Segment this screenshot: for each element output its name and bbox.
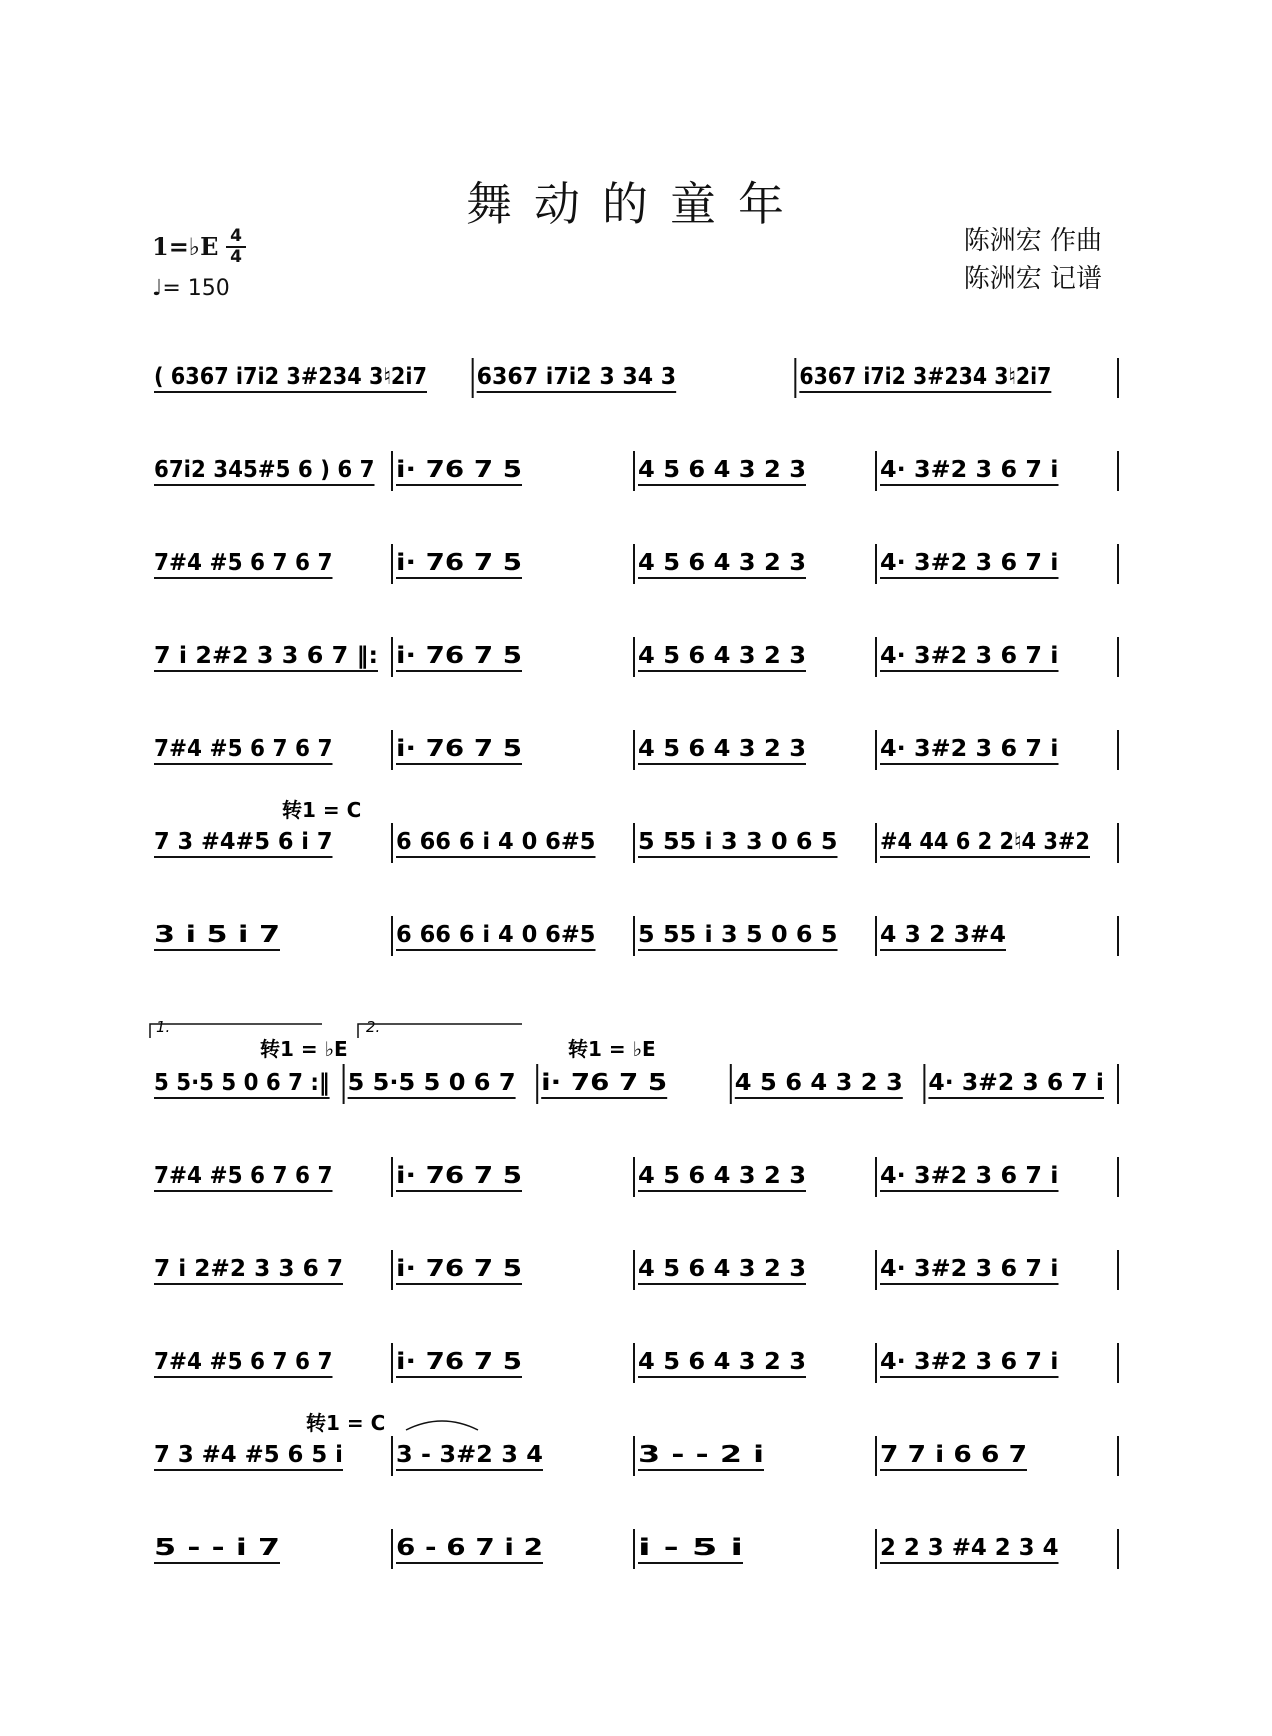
- measure-text: 7 7 i 6 6 7: [880, 1442, 1027, 1468]
- measure-text: 2 2 3 #4 2 3 4: [880, 1535, 1059, 1561]
- notation-annotation: 转1 = C: [282, 798, 362, 822]
- measure-text: 3 i 5 i 7: [154, 922, 280, 948]
- measure-text: 5 55 i 3 3 0 6 5: [638, 829, 838, 855]
- measure-text: i· 76 7 5: [396, 457, 522, 483]
- arranger-credit: 陈洲宏 记谱: [963, 264, 1102, 294]
- tempo-marking: ♩= 150: [152, 276, 230, 301]
- measure-text: 5 - - i 7: [154, 1535, 280, 1561]
- measure-text: 5 5·5 5 0 6 7: [347, 1070, 516, 1096]
- measure-text: 4 5 6 4 3 2 3: [638, 736, 806, 762]
- measure-text: 4· 3#2 3 6 7 i: [880, 643, 1059, 669]
- measure-text: i· 76 7 5: [396, 1256, 522, 1282]
- measure-text: 6 66 6 i 4 0 6#5: [396, 922, 596, 948]
- measure-text: 6 66 6 i 4 0 6#5: [396, 829, 596, 855]
- notation-annotation: 转1 = ♭E: [260, 1037, 348, 1061]
- measure-text: 7 3 #4#5 6 i 7: [154, 829, 333, 855]
- measure-text: i· 76 7 5: [396, 1163, 522, 1189]
- measure-text: 4· 3#2 3 6 7 i: [880, 1163, 1059, 1189]
- measure-text: 4· 3#2 3 6 7 i: [880, 1256, 1059, 1282]
- measure-text: 7 i 2#2 3 3 6 7 ‖:: [154, 643, 378, 669]
- measure-text: i - 5 i: [638, 1535, 743, 1561]
- measure-text: 4 5 6 4 3 2 3: [638, 457, 806, 483]
- measure-text: i· 76 7 5: [396, 643, 522, 669]
- volta-bracket-2: [358, 1024, 522, 1038]
- measure-text: 7#4 #5 6 7 6 7: [154, 1163, 333, 1189]
- measure-text: 67i2 345#5 6 ) 6 7: [154, 457, 375, 483]
- measure-text: i· 76 7 5: [541, 1070, 668, 1096]
- measure-text: 4 5 6 4 3 2 3: [638, 643, 806, 669]
- measure-text: 4· 3#2 3 6 7 i: [880, 736, 1059, 762]
- score-title: 舞动的童年: [466, 177, 806, 231]
- measure-text: 4· 3#2 3 6 7 i: [880, 457, 1059, 483]
- measure-text: #4 44 6 2 2♮4 3#2: [880, 829, 1090, 855]
- measure-text: i· 76 7 5: [396, 1349, 522, 1375]
- measure-text: 4 5 6 4 3 2 3: [638, 550, 806, 576]
- measure-text: 6367 i7i2 3#234 3♮2i7: [799, 364, 1052, 390]
- time-signature-bottom: 4: [230, 247, 242, 267]
- measure-text: 6367 i7i2 3 34 3: [476, 364, 677, 390]
- notation-annotation: 2.: [366, 1018, 381, 1036]
- measure-text: i· 76 7 5: [396, 736, 522, 762]
- measure-text: 3 - - 2 i: [638, 1442, 764, 1468]
- measure-text: 7 i 2#2 3 3 6 7: [154, 1256, 343, 1282]
- measure-text: 6 - 6 7 i 2: [396, 1535, 543, 1561]
- notation-annotation: 转1 = ♭E: [568, 1037, 656, 1061]
- measure-text: 5 55 i 3 5 0 6 5: [638, 922, 838, 948]
- measure-text: 7 3 #4 #5 6 5 i: [154, 1442, 343, 1468]
- measure-text: 4· 3#2 3 6 7 i: [928, 1070, 1104, 1096]
- measure-text: 7#4 #5 6 7 6 7: [154, 550, 333, 576]
- measure-text: 7#4 #5 6 7 6 7: [154, 736, 333, 762]
- key-signature: 1=♭E: [152, 232, 219, 261]
- measure-text: 3 - 3#2 3 4: [396, 1442, 543, 1468]
- measure-text: ( 6367 i7i2 3#234 3♮2i7: [154, 364, 427, 390]
- volta-bracket-1: [150, 1024, 322, 1038]
- time-signature-top: 4: [230, 226, 242, 246]
- measure-text: 4 5 6 4 3 2 3: [638, 1349, 806, 1375]
- measure-text: i· 76 7 5: [396, 550, 522, 576]
- measure-text: 4 5 6 4 3 2 3: [638, 1256, 806, 1282]
- measure-text: 5 5·5 5 0 6 7 :‖: [154, 1070, 330, 1096]
- measure-text: 7#4 #5 6 7 6 7: [154, 1349, 333, 1375]
- measure-text: 4· 3#2 3 6 7 i: [880, 550, 1059, 576]
- tie-arc: [406, 1421, 478, 1430]
- measure-text: 4 5 6 4 3 2 3: [734, 1070, 903, 1096]
- measure-text: 4 5 6 4 3 2 3: [638, 1163, 806, 1189]
- composer-credit: 陈洲宏 作曲: [963, 226, 1102, 256]
- notation-annotation: 转1 = C: [306, 1411, 386, 1435]
- notation-annotation: 1.: [156, 1018, 171, 1036]
- measure-text: 4 3 2 3#4: [880, 922, 1006, 948]
- measure-text: 4· 3#2 3 6 7 i: [880, 1349, 1059, 1375]
